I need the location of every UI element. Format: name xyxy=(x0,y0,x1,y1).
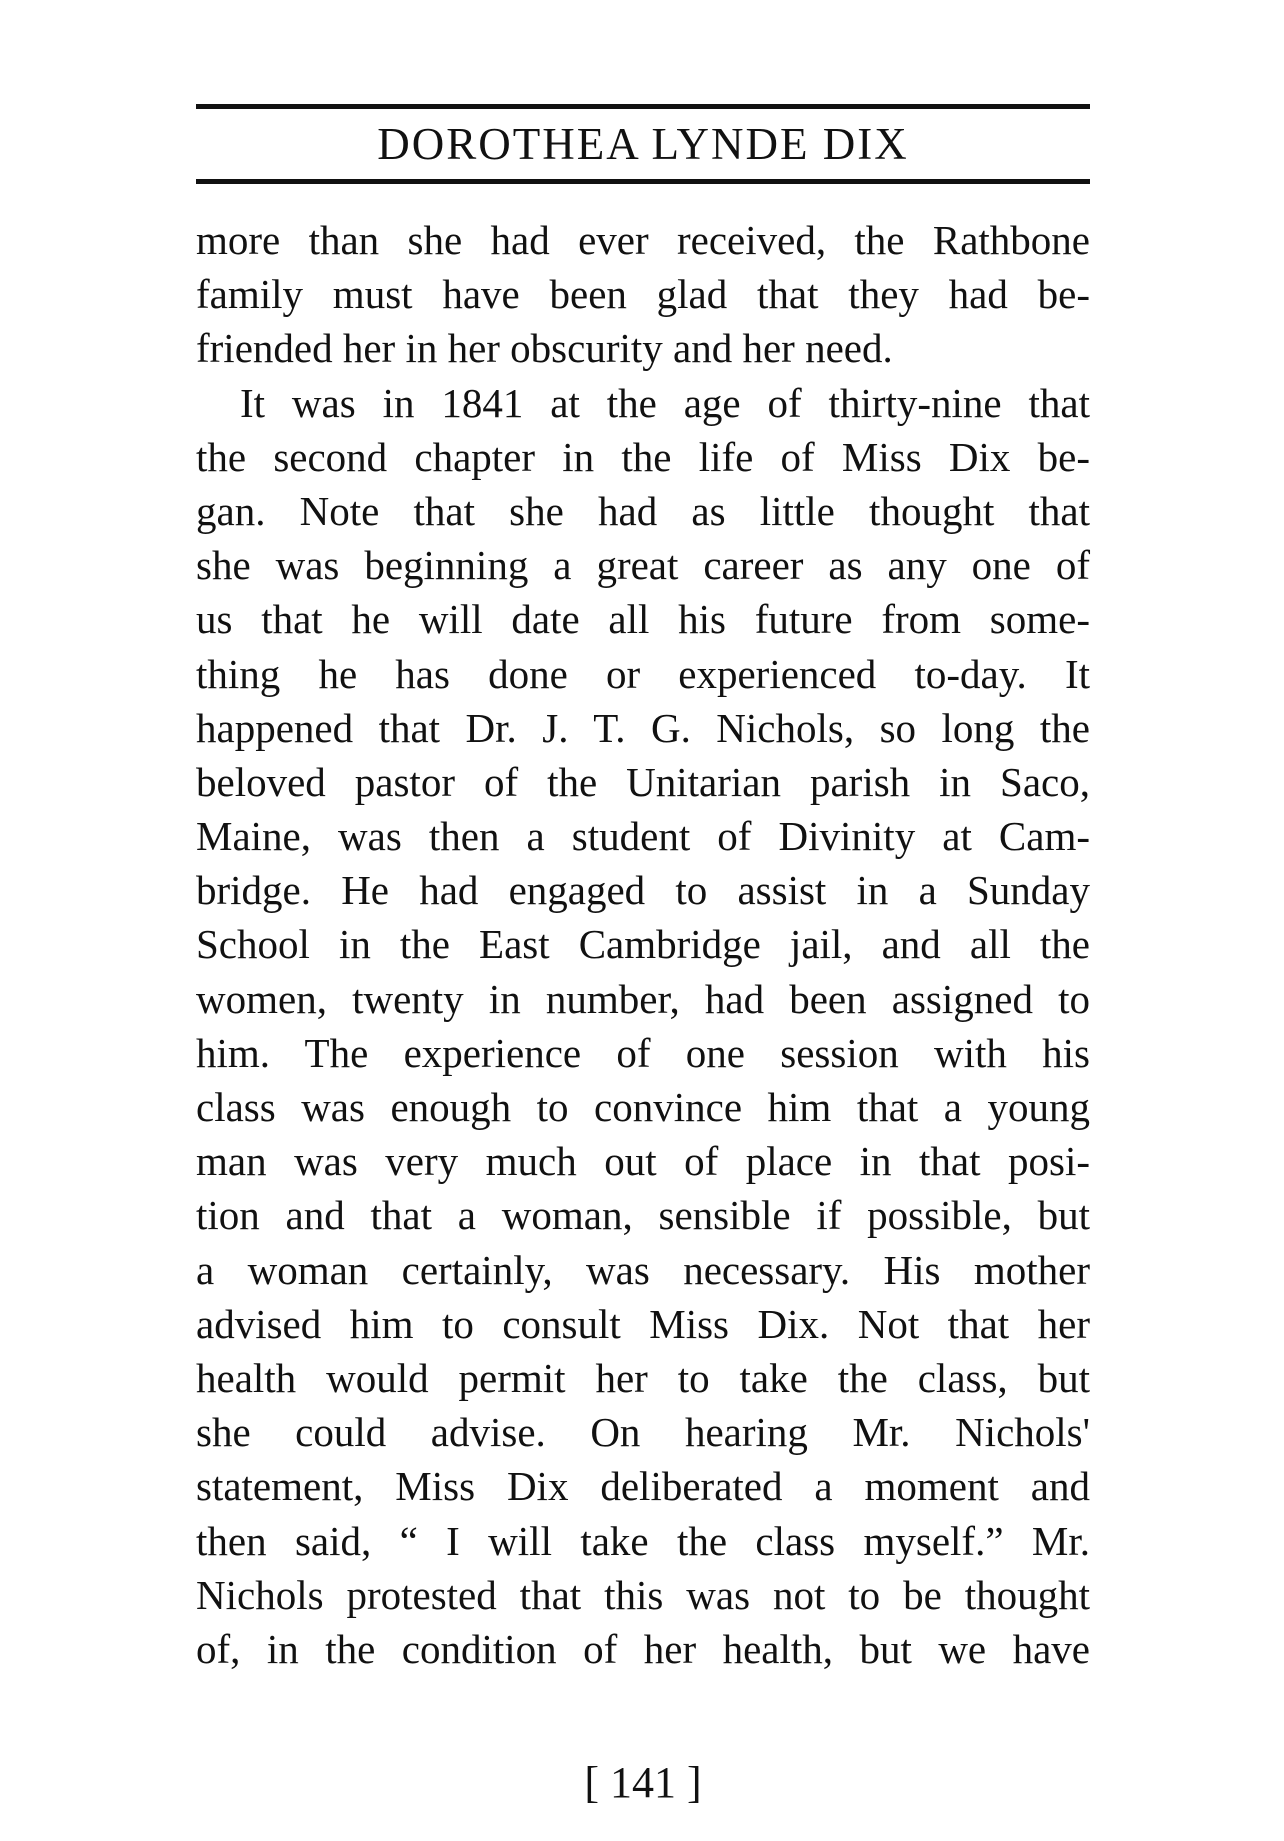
text-line: statement, Miss Dix deliberated a moment and xyxy=(196,1463,1090,1510)
text-line: the second chapter in the life of Miss Dix be- xyxy=(196,433,1090,480)
text-line: women, twenty in number, had been assigned to xyxy=(196,975,1090,1022)
text-line: gan. Note that she had as little thought that xyxy=(196,487,1090,534)
text-line: tion and that a woman, sensible if possible, but xyxy=(196,1192,1090,1239)
header-rule-top xyxy=(196,104,1090,109)
text-line: friended her in her obscurity and her need. xyxy=(196,325,893,372)
text-line: she was beginning a great career as any one of xyxy=(196,542,1090,589)
text-line: class was enough to convince him that a young xyxy=(196,1084,1090,1130)
text-line: Nichols protested that this was not to be thought xyxy=(196,1571,1090,1618)
text-line: bridge. He had engaged to assist in a Sunday xyxy=(196,867,1090,914)
text-line: health would permit her to take the class, but xyxy=(196,1354,1090,1401)
body-text xyxy=(196,213,1090,1676)
text-line: of, in the condition of her health, but we have xyxy=(196,1625,1090,1672)
text-line: a woman certainly, was necessary. His mother xyxy=(196,1246,1090,1293)
text-line: School in the East Cambridge jail, and all the xyxy=(196,921,1090,968)
text-line: advised him to consult Miss Dix. Not that her xyxy=(196,1300,1090,1347)
text-line: family must have been glad that they had be- xyxy=(196,271,1090,318)
text-line: she could advise. On hearing Mr. Nichols' xyxy=(196,1409,1090,1456)
text-line: Maine, was then a student of Divinity at Cam- xyxy=(196,813,1090,860)
page-number: [ 141 ] xyxy=(584,1758,702,1807)
text-line: man was very much out of place in that posi- xyxy=(196,1138,1090,1185)
text-line: more than she had ever received, the Rathbone xyxy=(196,217,1090,263)
text-line: us that he will date all his future from some- xyxy=(196,596,1090,643)
header-rule-bottom xyxy=(196,179,1090,184)
text-line: happened that Dr. J. T. G. Nichols, so long the xyxy=(196,704,1090,751)
text-line: beloved pastor of the Unitarian parish in Saco, xyxy=(196,758,1090,805)
text-line: then said, “ I will take the class myself.” Mr. xyxy=(196,1517,1090,1564)
text-line: him. The experience of one session with his xyxy=(196,1029,1090,1076)
text-line: It was in 1841 at the age of thirty-nine that xyxy=(240,379,1090,426)
running-head: DOROTHEA LYNDE DIX xyxy=(377,119,909,169)
text-line: thing he has done or experienced to-day. It xyxy=(196,650,1090,697)
